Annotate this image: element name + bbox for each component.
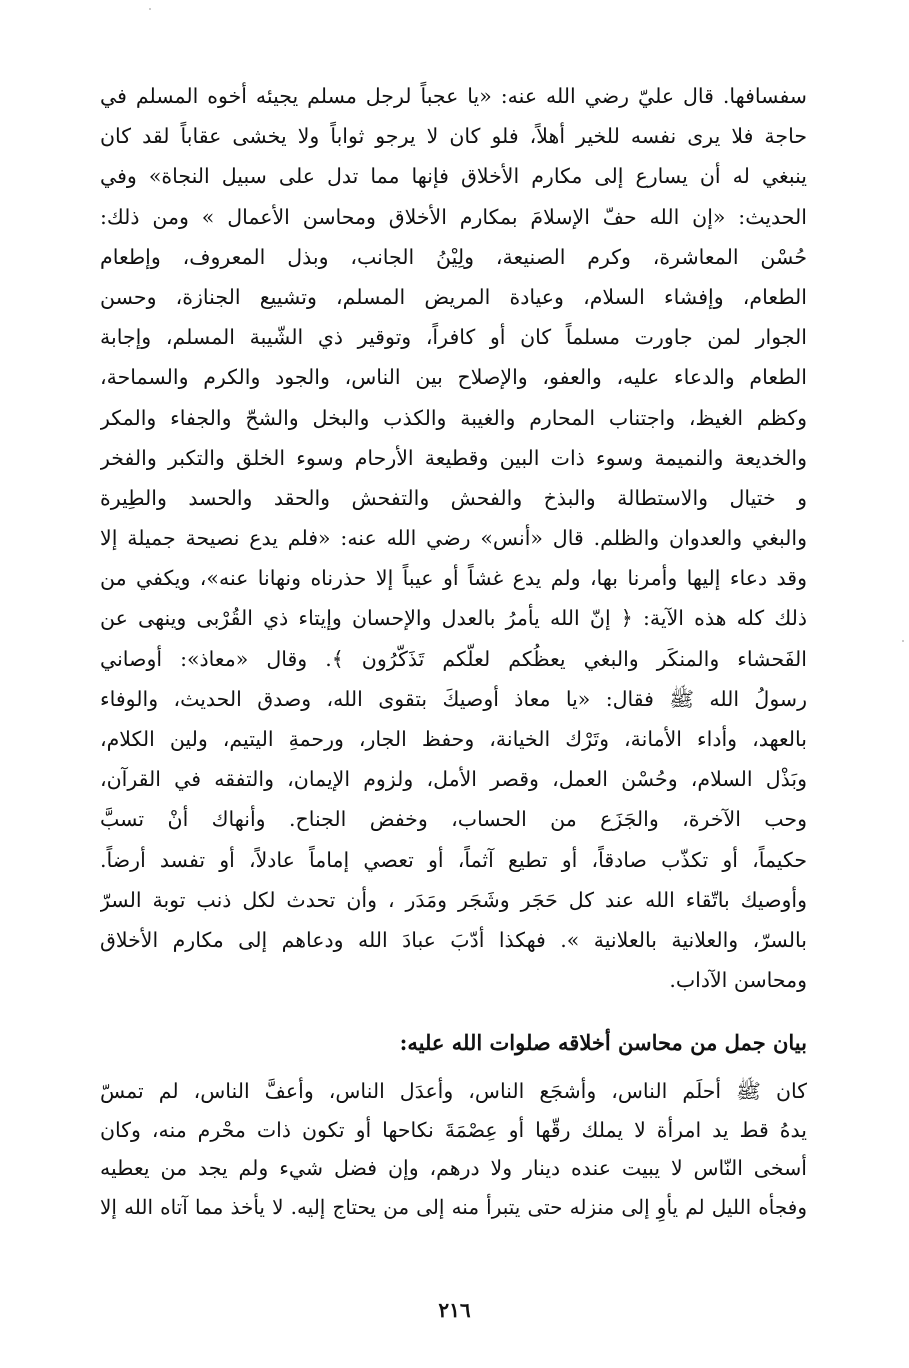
text-line: ينبغي له أن يسارع إلى مكارم الأخلاق فإنها مما تدل على سبيل النجاة» وفي: [100, 164, 807, 189]
text-line: وبَذْل السلام، وحُسْن العمل، وقصر الأمل، ولزوم الإيمان، والتفقه في القرآن،: [100, 767, 807, 792]
text-line: حاجة فلا يرى نفسه للخير أهلاً، فلو كان لا يرجو ثواباً ولا يخشى عقاباً لقد كان: [100, 124, 807, 149]
text-line: بالسرّ، والعلانية بالعلانية ». فهكذا أدّبَ عبادَ الله ودعاهم إلى مكارم الأخلاق: [100, 927, 807, 952]
text-line: بالعهد، وأداء الأمانة، وتَرْك الخيانة، وحفظ الجار، ورحمةِ اليتيم، ولين الكلام،: [100, 727, 807, 751]
text-line: كان ﷺ أحلَم الناس، وأشجَع الناس، وأعدَل الناس، وأعفَّ الناس، لم تمسّ: [100, 1079, 807, 1103]
text-line: يدهُ قط يد امرأة لا يملك رقّها أو عِصْمَةَ نكاحها أو تكون ذات محْرم منه، وكان: [100, 1117, 807, 1142]
text-line: الطعام، وإفشاء السلام، وعيادة المريض المسلم، وتشييع الجنازة، وحسن: [100, 284, 807, 309]
text-line: أسخى النّاس لا يبيت عنده دينار ولا درهم، وإن فضل شيء ولم يجد من يعطيه: [100, 1156, 807, 1181]
text-line: الطعام والدعاء عليه، والعفو، والإصلاح بين الناس، والجود والكرم والسماحة،: [100, 365, 807, 390]
text-line: وكظم الغيظ، واجتناب المحارم والغيبة والكذب والبخل والشحّ والجفاء والمكر: [100, 405, 807, 430]
page-number: ٢١٦: [438, 1298, 471, 1322]
margin-speck: [902, 640, 904, 642]
text-line: وحب الآخرة، والجَزَع من الحساب، وخفض الجناح. وأنهاك أنْ تسبَّ: [100, 807, 807, 832]
text-line: ذلك كله هذه الآية: ﴿ إنّ الله يأمرُ بالعدل والإحسان وإيتاء ذي القُرْبى وينهى عن: [100, 606, 807, 631]
main-paragraph: [100, 76, 807, 1000]
text-line: الفَحشاء والمنكَر والبغي يعظُكم لعلّكم تَذَكّرُون ﴾. وقال «معاذ»: أوصاني: [100, 646, 807, 671]
text-line: و ختيال والاستطالة والبذخ والفحش والتفحش والحقد والحسد والطِيرة: [100, 485, 807, 510]
text-line: ومحاسن الآداب.: [669, 968, 807, 993]
text-line: حُسْن المعاشرة، وكرم الصنيعة، ولِيْنُ الجانب، وبذل المعروف، وإطعام: [100, 244, 807, 269]
text-line: وقد دعاء إليها وأمرنا بها، ولم يدع غشاً أو عيباً إلا حذرناه ونهانا عنه»، ويكفي من: [100, 566, 807, 591]
text-line: والخديعة والنميمة وسوء ذات البين وقطيعة الأرحام وسوء الخلق والتكبر والفخر: [100, 445, 807, 470]
text-line: وأوصيك باتّقاء الله عند كل حَجَر وشَجَر ومَدَر ، وأن تحدث لكل ذنب توبة السرّ: [100, 887, 807, 912]
text-line: الجوار لمن جاورت مسلماً كان أو كافراً، وتوقير ذي الشّيبة المسلم، وإجابة: [100, 325, 807, 350]
margin-speck: [149, 8, 151, 10]
text-line: رسولُ الله ﷺ فقال: «يا معاذ أوصيكَ بتقوى الله، وصدق الحديث، والوفاء: [100, 686, 807, 711]
text-line: وفجأه الليل لم يأوِ إلى منزله حتى يتبرأ منه إلى من يحتاج إليه. لا يأخذ مما آتاه الله إلا: [100, 1194, 807, 1219]
text-line: سفسافها. قال عليّ رضي الله عنه: «يا عجباً لرجل مسلم يجيئه أخوه المسلم في: [100, 84, 807, 108]
text-line: حكيماً، أو تكذّب صادقاً، أو تطيع آثماً، أو تعصي إماماً عادلاً، أو تفسد أرضاً.: [100, 847, 807, 872]
text-line: الحديث: «إن الله حفّ الإسلامَ بمكارم الأخلاق ومحاسن الأعمال » ومن ذلك:: [100, 204, 807, 229]
section-paragraph: [100, 1072, 807, 1226]
text-line: والبغي والعدوان والظلم. قال «أنس» رضي الله عنه: «فلم يدع نصيحة جميلة إلا: [100, 526, 807, 551]
section-heading: بيان جمل من محاسن أخلاقه صلوات الله عليه:: [399, 1030, 807, 1055]
